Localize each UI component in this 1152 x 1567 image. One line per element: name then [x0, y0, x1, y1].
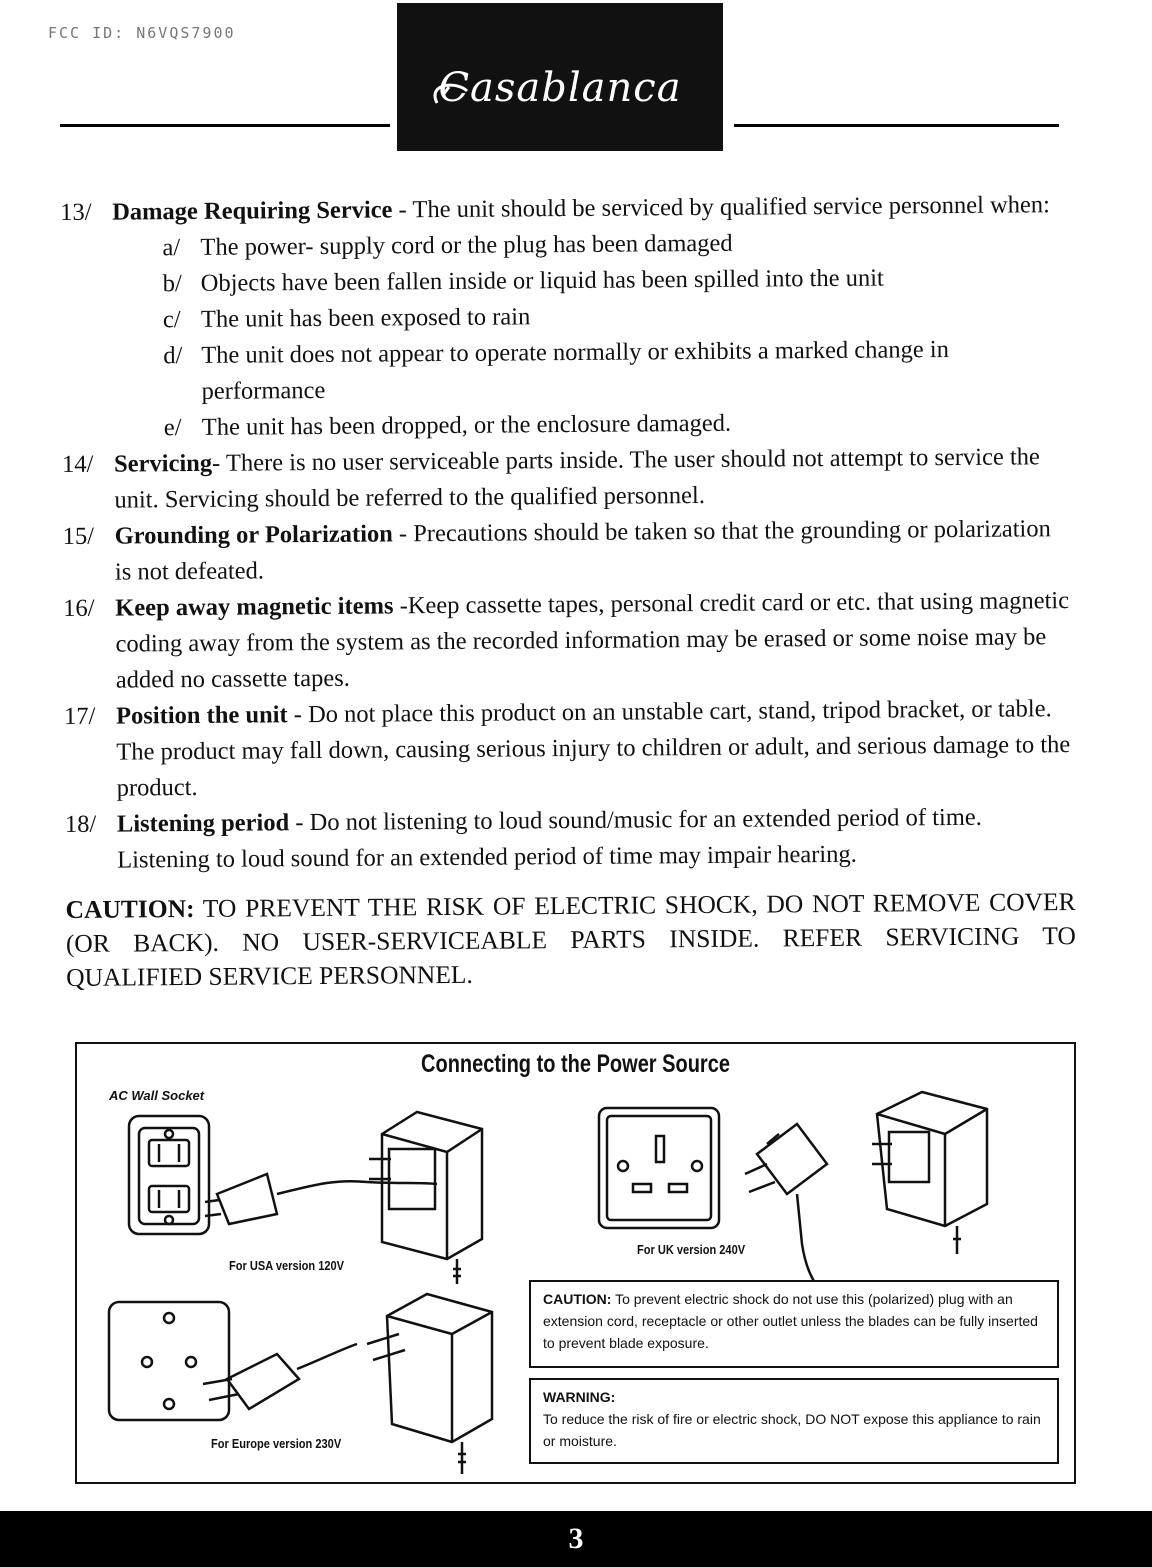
uk-version-label: For UK version 240V — [637, 1242, 746, 1257]
instruction-13 — [60, 187, 1072, 447]
item-title: Damage Requiring Service — [112, 196, 393, 226]
instruction-14: 14/ Servicing- There is no user serviceable parts inside. The user should not attempt to service the unit. Servicing should be referred to the qualified personnel. — [62, 443, 1040, 514]
instruction-16: 16/ Keep away magnetic items -Keep cassette tapes, personal credit card or etc. that using magnetic coding away from the system as the recorded information may be erased or some noise may be added no cassette tapes. — [63, 587, 1070, 694]
europe-plug-icon — [203, 1344, 357, 1409]
power-source-panel — [75, 1042, 1076, 1484]
item-number: 13/ — [60, 198, 92, 226]
header-rule-right — [734, 124, 1059, 127]
instruction-18: 18/ Listening period - Do not listening to loud sound/music for an extended period of time. Listening to loud sound for an extended period of time may impair hearing. — [64, 803, 982, 874]
usa-plug-icon — [205, 1174, 367, 1224]
header-rule-left — [60, 124, 390, 127]
page-footer — [0, 1511, 1152, 1567]
item-text: - The unit should be serviced by qualified service personnel when: — [392, 191, 1051, 224]
europe-version-label: For Europe version 230V — [211, 1436, 342, 1451]
brand-logo — [397, 3, 723, 151]
fcc-id: FCC ID: N6VQS7900 — [48, 24, 236, 42]
sub-item: a/ The power- supply cord or the plug has been damaged — [162, 229, 733, 262]
uk-adapter-icon — [872, 1092, 987, 1254]
caution-statement: CAUTION: TO PREVENT THE RISK OF ELECTRIC SHOCK, DO NOT REMOVE COVER (OR BACK). NO USER-SERVICEABLE PARTS INSIDE. REFER SERVICING TO QUALIFIED SERVICE PERSONNEL. — [65, 887, 1076, 992]
page-number: 3 — [568, 1522, 584, 1555]
ac-wall-socket-label: AC Wall Socket — [109, 1088, 205, 1103]
instruction-15: 15/ Grounding or Polarization - Precautions should be taken so that the grounding or polarization is not defeated. — [62, 515, 1051, 586]
panel-title: Connecting to the Power Source — [421, 1050, 730, 1078]
usa-adapter-icon — [367, 1112, 482, 1284]
usa-wall-socket-icon — [129, 1116, 209, 1234]
sub-item: b/ Objects have been fallen inside or liquid has been spilled into the unit — [162, 264, 884, 298]
sub-item: d/ The unit does not appear to operate normally or exhibits a marked change in performance — [163, 336, 950, 405]
usa-version-label: For USA version 120V — [229, 1258, 345, 1273]
warning-box: WARNING: To reduce the risk of fire or electric shock, DO NOT expose this appliance to rain or moisture. — [529, 1378, 1059, 1464]
uk-wall-socket-icon — [599, 1108, 719, 1228]
sub-item: e/ The unit has been dropped, or the enclosure damaged. — [163, 409, 732, 442]
brand-name: Casablanca — [438, 65, 682, 111]
safety-instructions — [60, 187, 1076, 995]
sub-item: c/ The unit has been exposed to rain — [162, 303, 531, 334]
instruction-17: 17/ Position the unit - Do not place this product on an unstable cart, stand, tripod bracket, or table. The product may fall down, causing serious injury to children or adult, and serious damage to the product. — [63, 695, 1071, 802]
uk-plug-icon — [745, 1124, 827, 1294]
europe-adapter-icon — [367, 1294, 492, 1474]
caution-box: CAUTION: To prevent electric shock do not use this (polarized) plug with an extension cord, receptacle or other outlet unless the blades can be fully inserted to prevent blade exposure. — [529, 1280, 1059, 1368]
europe-wall-socket-icon — [109, 1302, 229, 1420]
